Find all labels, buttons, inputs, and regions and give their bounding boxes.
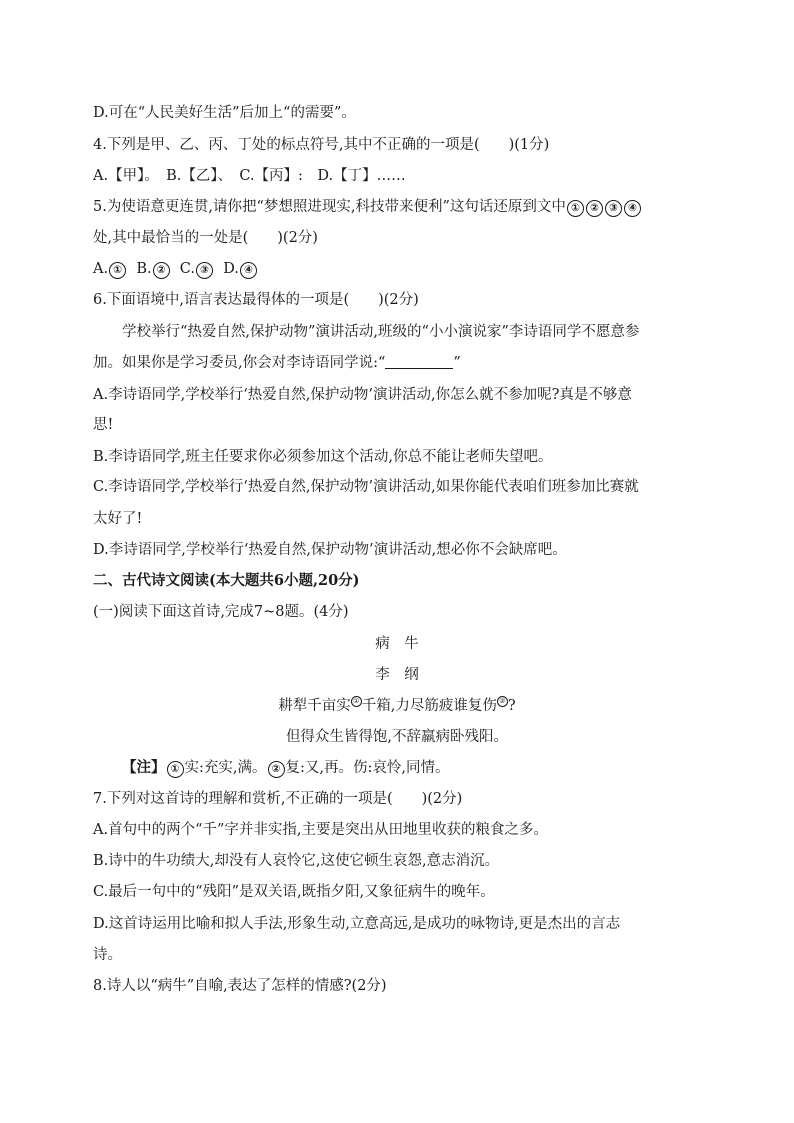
annotation-label: 【注】 <box>122 759 166 776</box>
poem-text: 千箱,力尽筋疲谁复伤 <box>361 698 497 714</box>
q6-option-a-line2: 思! <box>93 417 114 433</box>
answer-blank <box>385 354 453 369</box>
annotation-text: 复:又,再。伤:哀怜,同情。 <box>285 760 450 776</box>
note-marker: ① <box>351 696 362 707</box>
q4-stem: 4.下列是甲、乙、丙、丁处的标点符号,其中不正确的一项是( )(1分) <box>93 137 550 153</box>
q4-options: A.【甲】。 B.【乙】、 C.【丙】: D.【丁】…… <box>93 168 406 184</box>
poem-line-2: 但得众生皆得饱,不辞羸病卧残阳。 <box>285 729 509 745</box>
q7-option-b: B.诗中的牛功绩大,却没有人哀怜它,这使它顿生哀怨,意志消沉。 <box>93 853 500 869</box>
section-heading: 二、古代诗文阅读(本大题共6小题,20分) <box>93 572 360 589</box>
q6-stem: 6.下面语境中,语言表达最得体的一项是( )(2分) <box>93 292 419 308</box>
q5-stem-line1 <box>93 197 703 217</box>
q6-context-text: 加。如果你是学习委员,你会对李诗语同学说:“ <box>93 355 386 371</box>
circle-marker: ② <box>153 262 170 279</box>
q5-opt-c-label: C. <box>179 261 195 277</box>
circle-marker: ① <box>567 200 584 217</box>
circle-marker: ② <box>586 200 603 217</box>
poem-text: 耕犁千亩实 <box>278 698 351 714</box>
q7-option-a: A.首句中的两个“千”字并非实指,主要是突出从田地里收获的粮食之多。 <box>93 822 549 838</box>
circle-marker: ④ <box>240 262 257 279</box>
q5-opt-d-label: D. <box>223 261 239 277</box>
poem-line-1 <box>0 696 794 716</box>
q6-option-c-line2: 太好了! <box>93 511 143 527</box>
q6-option-a-line1: A.李诗语同学,学校举行‘热爱自然,保护动物’演讲活动,你怎么就不参加呢?真是不够意 <box>93 387 632 403</box>
q8-stem: 8.诗人以“病牛”自喻,表达了怎样的情感?(2分) <box>93 978 387 994</box>
q6-option-d: D.李诗语同学,学校举行‘热爱自然,保护动物’演讲活动,想必你不会缺席吧。 <box>93 542 567 558</box>
circle-marker: ② <box>268 761 285 778</box>
q7-option-d-line2: 诗。 <box>93 947 122 963</box>
subsection-heading: (一)阅读下面这首诗,完成7~8题。(4分) <box>93 604 349 620</box>
circle-marker: ③ <box>605 200 622 217</box>
q5-opt-a-label: A. <box>93 261 109 277</box>
q6-context-line1: 学校举行“热爱自然,保护动物”演讲活动,班级的“小小演说家”李诗语同学不愿意参 <box>122 324 640 340</box>
q7-stem: 7.下列对这首诗的理解和赏析,不正确的一项是( )(2分) <box>93 791 463 807</box>
q7-option-d-line1: D.这首诗运用比喻和拟人手法,形象生动,立意高远,是成功的咏物诗,更是杰出的言志 <box>93 916 621 932</box>
q5-stem-text: 5.为使语意更连贯,请你把“梦想照进现实,科技带来便利”这句话还原到文中 <box>93 199 566 215</box>
q5-opt-b-label: B. <box>136 261 152 277</box>
q5-stem-line2: 处,其中最恰当的一处是( )(2分) <box>93 230 318 246</box>
q7-option-c: C.最后一句中的“残阳”是双关语,既指夕阳,又象征病牛的晚年。 <box>93 884 495 900</box>
poem-title: 病 牛 <box>375 636 419 652</box>
q6-context-line2 <box>93 353 703 373</box>
poem-annotation <box>122 758 732 778</box>
poem-text: ? <box>507 698 516 714</box>
q6-context-close-quote: ” <box>453 355 461 371</box>
circle-marker: ③ <box>196 262 213 279</box>
q5-options <box>93 259 703 279</box>
note-marker: ② <box>497 696 508 707</box>
q6-option-c-line1: C.李诗语同学,学校举行‘热爱自然,保护动物’演讲活动,如果你能代表咱们班参加比赛就 <box>93 479 639 495</box>
poem-author: 李 纲 <box>375 667 419 683</box>
q3-option-d: D.可在“人民美好生活”后加上“的需要”。 <box>93 105 356 121</box>
circle-marker: ④ <box>624 200 641 217</box>
q6-option-b: B.李诗语同学,班主任要求你必须参加这个活动,你总不能让老师失望吧。 <box>93 449 553 465</box>
circle-marker: ① <box>167 761 184 778</box>
circle-marker: ① <box>109 262 126 279</box>
annotation-text: 实:充实,满。 <box>184 760 267 776</box>
